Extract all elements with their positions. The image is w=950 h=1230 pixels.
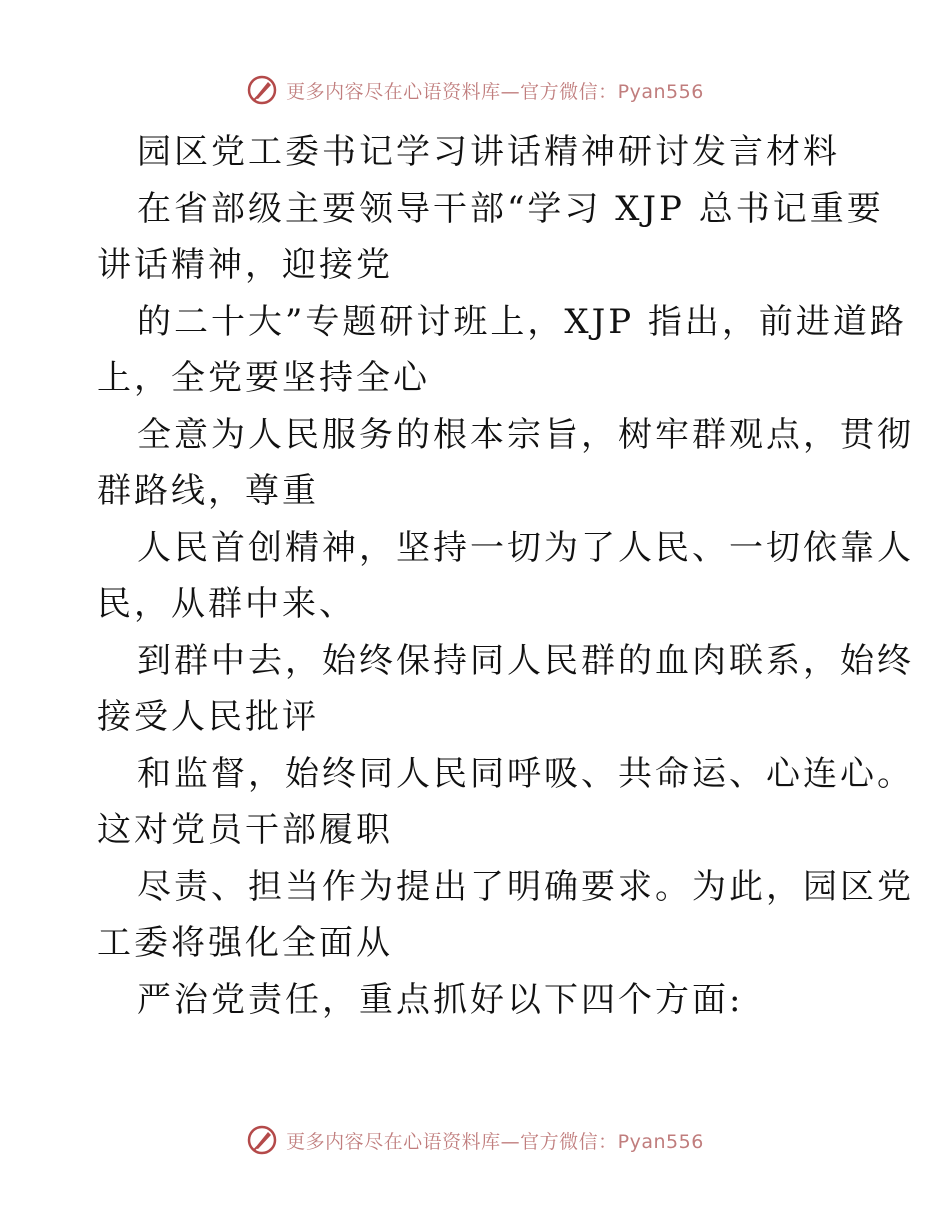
document-body (97, 124, 914, 1028)
paragraph-line: 工委将强化全面从 (97, 923, 393, 963)
watermark-text: 更多内容尽在心语资料库—官方微信：Pyan556 (286, 1130, 704, 1153)
quill-pen-icon (246, 1124, 278, 1156)
paragraph-line: 这对党员干部履职 (97, 810, 393, 850)
paragraph-line: 群路线，尊重 (97, 471, 319, 511)
header-watermark (0, 74, 950, 106)
footer-watermark (0, 1124, 950, 1156)
document-title: 园区党工委书记学习讲话精神研讨发言材料 (137, 132, 840, 172)
paragraph-line: 人民首创精神，坚持一切为了人民、一切依靠人 (137, 527, 914, 568)
paragraph-line: 尽责、担当作为提出了明确要求。为此，园区党 (137, 866, 914, 907)
paragraph-line: 接受人民批评 (97, 697, 319, 737)
paragraph-line: 和监督，始终同人民同呼吸、共命运、心连心。 (137, 753, 914, 794)
paragraph-line: 上，全党要坚持全心 (97, 358, 430, 398)
paragraph-line: 的二十大”专题研讨班上，XJP 指出，前进道路 (137, 301, 907, 342)
paragraph-line: 在省部级主要领导干部“学习 XJP 总书记重要 (137, 188, 884, 229)
quill-pen-icon (246, 74, 278, 106)
paragraph-line: 民，从群中来、 (97, 584, 356, 624)
paragraph-line: 讲话精神，迎接党 (97, 245, 393, 285)
paragraph-line: 严治党责任，重点抓好以下四个方面: (137, 979, 744, 1020)
paragraph-line: 全意为人民服务的根本宗旨，树牢群观点，贯彻 (137, 414, 914, 455)
paragraph-line: 到群中去，始终保持同人民群的血肉联系，始终 (137, 640, 914, 681)
watermark-text: 更多内容尽在心语资料库—官方微信：Pyan556 (286, 80, 704, 103)
